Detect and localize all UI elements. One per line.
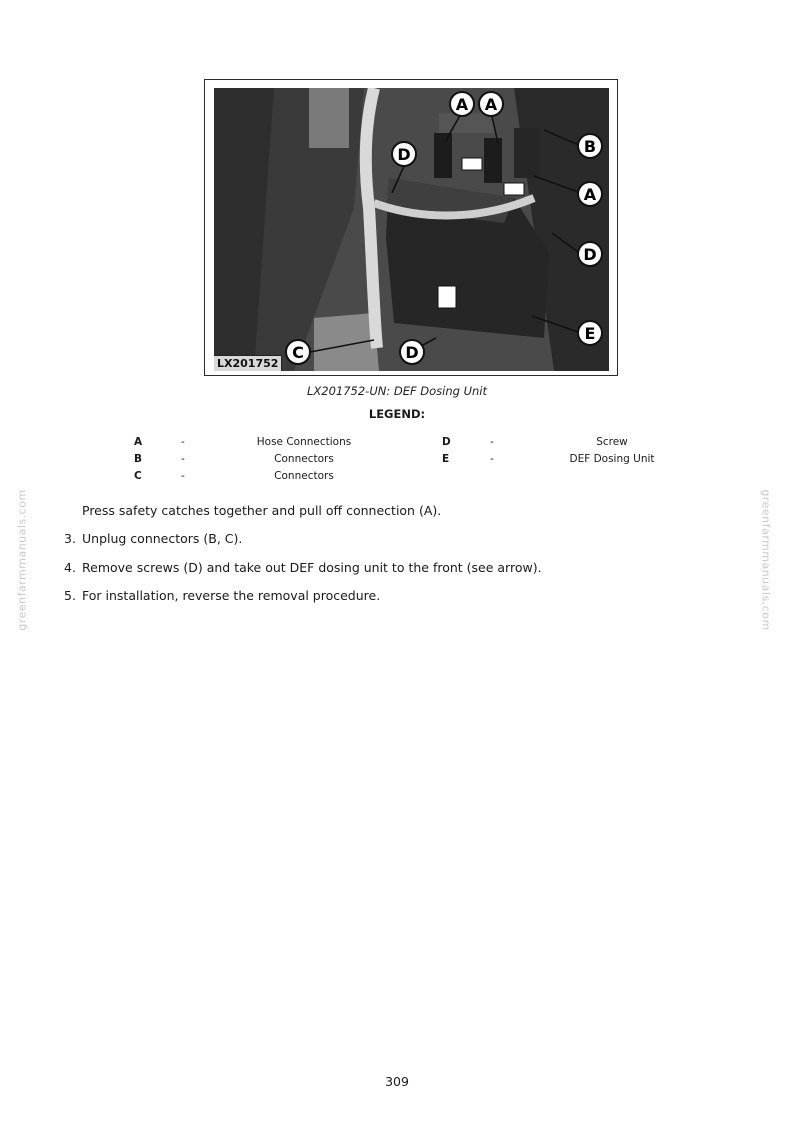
legend-dash: - [181,436,185,448]
callout-e-label: E [584,324,596,343]
callout-a-3-label: A [583,185,597,204]
figure-id-label: LX201752 [214,355,282,371]
callout-b [578,134,602,158]
step-number: 4. [64,560,76,575]
callout-c-label: C [292,343,304,362]
legend-dash: - [181,453,185,465]
callout-a-2 [479,92,503,116]
legend-dash: - [181,470,185,482]
callout-d-1-label: D [397,145,411,164]
callout-a-3 [578,182,602,206]
callout-d-2 [578,242,602,266]
legend-dash: - [490,453,494,465]
step-intro-text: Press safety catches together and pull off connection (A). [82,503,442,518]
figure-frame [204,79,618,376]
legend-letter: C [134,470,142,482]
legend-description: Connectors [274,453,334,465]
legend-description: DEF Dosing Unit [569,453,655,465]
def-dosing-unit-photo [214,88,609,371]
callout-a-2-label: A [484,95,498,114]
photo-illustration [214,88,609,371]
step-text: Remove screws (D) and take out DEF dosing unit to the front (see arrow). [82,560,542,575]
legend-letter: E [442,453,450,465]
legend-letter: D [442,436,451,448]
step-text: For installation, reverse the removal procedure. [82,588,381,603]
callout-b-label: B [583,137,597,156]
legend-letter: A [134,436,143,448]
legend-description: Connectors [274,470,334,482]
callout-d-3-label: D [405,343,419,362]
legend-dash: - [490,436,494,448]
page-number: 309 [385,1074,409,1089]
callout-c [286,340,310,364]
callout-a-1-label: A [455,95,469,114]
step-text: Unplug connectors (B, C). [82,531,243,546]
step-number: 3. [64,531,76,546]
callout-e [578,321,602,345]
callout-a-1 [450,92,474,116]
legend-title: LEGEND: [368,407,426,421]
callout-d-2-label: D [583,245,597,264]
legend-letter: B [134,453,143,465]
figure-caption: LX201752-UN: DEF Dosing Unit [306,384,487,398]
legend-description: Screw [596,436,628,448]
callout-d-1 [392,142,416,166]
step-number: 5. [64,588,76,603]
legend-row [0,470,794,484]
watermark-left: greenfarmmanuals.com [15,489,29,631]
legend-row [0,436,794,450]
legend-row [0,453,794,467]
watermark-right: greenfarmmanuals.com [759,489,773,631]
legend-description: Hose Connections [256,436,352,448]
callout-d-3 [400,340,424,364]
